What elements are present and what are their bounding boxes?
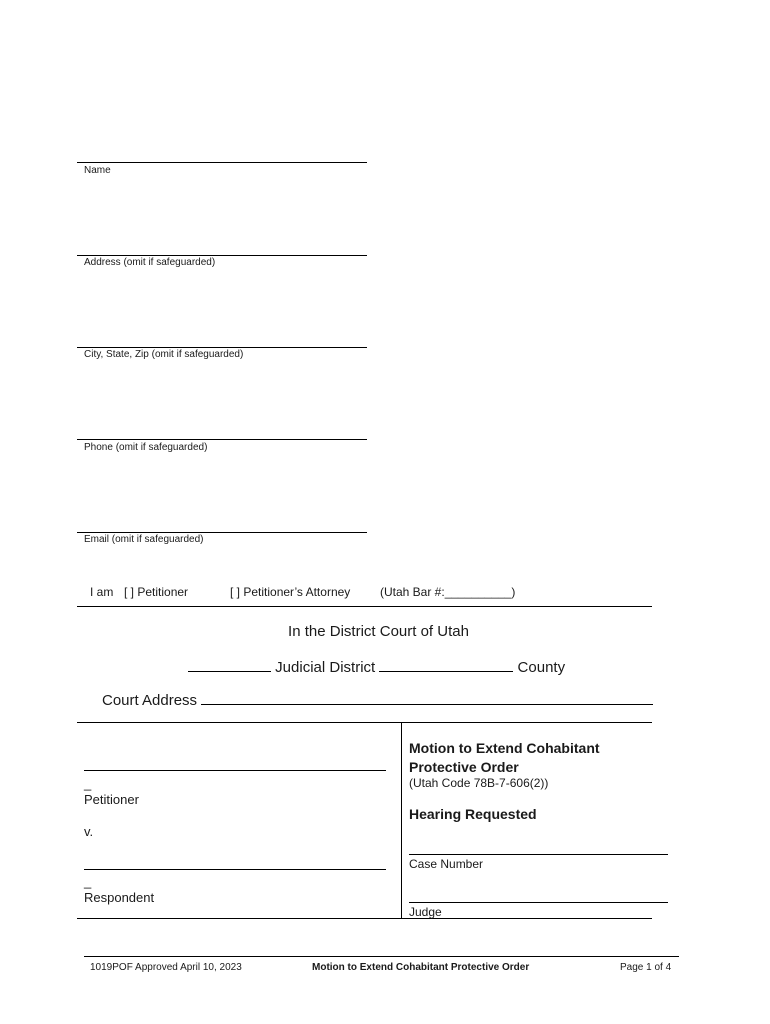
footer-rule bbox=[84, 956, 679, 957]
petitioner-checkbox[interactable]: [ ] Petitioner bbox=[124, 585, 189, 599]
petitioner-name-field[interactable] bbox=[84, 770, 386, 771]
utah-code-reference: (Utah Code 78B-7-606(2)) bbox=[409, 776, 549, 790]
county-name-field[interactable] bbox=[379, 657, 513, 672]
email-label: Email (omit if safeguarded) bbox=[84, 534, 204, 545]
utah-bar-number-field[interactable]: (Utah Bar #:__________) bbox=[380, 585, 516, 599]
court-address-field[interactable] bbox=[201, 690, 653, 705]
motion-title-line2: Protective Order bbox=[409, 759, 519, 775]
county-label: County bbox=[517, 659, 566, 676]
case-number-field[interactable] bbox=[409, 854, 668, 855]
caption-divider bbox=[401, 722, 402, 918]
address-field-line[interactable] bbox=[77, 255, 367, 256]
judge-label: Judge bbox=[409, 905, 442, 919]
address-label: Address (omit if safeguarded) bbox=[84, 257, 216, 268]
district-county-line bbox=[188, 657, 565, 676]
versus-label: v. bbox=[84, 824, 94, 839]
phone-field-line[interactable] bbox=[77, 439, 367, 440]
judge-field[interactable] bbox=[409, 902, 668, 903]
respondent-underscore-mark: _ bbox=[84, 874, 92, 889]
petitioners-attorney-checkbox[interactable]: [ ] Petitioner’s Attorney bbox=[230, 585, 351, 599]
hearing-requested-label: Hearing Requested bbox=[409, 806, 537, 822]
petitioner-underscore-mark: _ bbox=[84, 776, 92, 791]
footer-page-number: Page 1 of 4 bbox=[620, 962, 672, 973]
caption-top-rule bbox=[77, 722, 652, 723]
court-heading: In the District Court of Utah bbox=[288, 623, 469, 640]
phone-label: Phone (omit if safeguarded) bbox=[84, 442, 208, 453]
footer-form-title: Motion to Extend Cohabitant Protective Order bbox=[312, 962, 530, 973]
email-field-line[interactable] bbox=[77, 532, 367, 533]
respondent-name-field[interactable] bbox=[84, 869, 386, 870]
caption-bottom-rule bbox=[77, 918, 652, 919]
court-address-line bbox=[102, 690, 653, 709]
judicial-district-label: Judicial District bbox=[275, 659, 376, 676]
role-prefix: I am bbox=[90, 585, 114, 599]
name-field-line[interactable] bbox=[77, 162, 367, 163]
section-divider bbox=[77, 606, 652, 607]
case-number-label: Case Number bbox=[409, 857, 484, 871]
district-number-field[interactable] bbox=[188, 657, 271, 672]
footer-form-id: 1019POF Approved April 10, 2023 bbox=[90, 962, 242, 973]
name-label: Name bbox=[84, 165, 111, 176]
city-state-zip-label: City, State, Zip (omit if safeguarded) bbox=[84, 349, 244, 360]
city-state-zip-field-line[interactable] bbox=[77, 347, 367, 348]
respondent-label: Respondent bbox=[84, 890, 155, 905]
petitioner-label: Petitioner bbox=[84, 792, 139, 807]
court-address-label: Court Address bbox=[102, 692, 198, 709]
motion-title-line1: Motion to Extend Cohabitant bbox=[409, 740, 600, 756]
